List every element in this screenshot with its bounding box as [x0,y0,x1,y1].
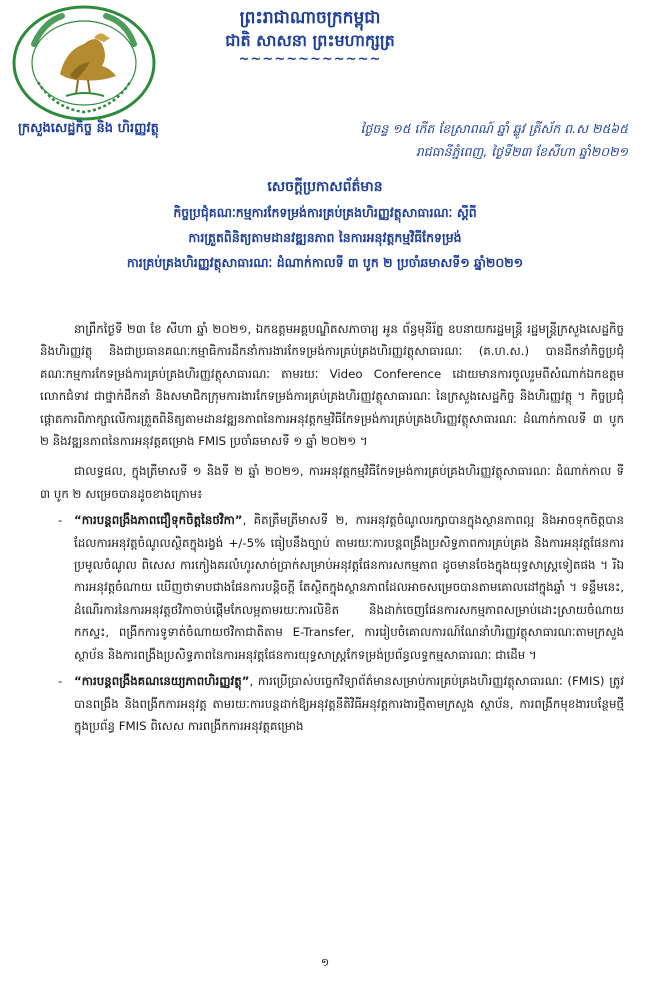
page-number: ១ [320,956,330,969]
national-motto: ជាតិ សាសនា ព្រះមហាក្សត្រ [225,31,395,50]
ornament-divider: ~~~~~~~~~~~~ [238,52,382,67]
bullet-title: “ការបន្តពង្រឹងភាពជឿទុកចិត្តនៃថវិកា” [74,513,243,528]
document-body [40,318,624,741]
solar-date: រាជធានីភ្នំពេញ, ថ្ងៃទី២៣ ខែសីហា ឆ្នាំ២០២១ [415,144,628,159]
paragraph-results: ជាលទ្ធផល, ក្នុងត្រីមាសទី ១ និងទី ២ ឆ្នាំ ២០២១, ការអនុវត្តកម្មវិធីកែទម្រង់ការគ្រប់គ្រងហិរញ្ញវត្ថុសាធារណៈ ដំណាក់កាល ទី ៣ បូក ២ សម្រេចបានដូចខាងក្រោម៖ [40,464,624,501]
subject-line-1: កិច្ចប្រជុំគណៈកម្មការកែទម្រង់ការគ្រប់គ្រងហិរញ្ញវត្ថុសាធារណៈ ស្ដីពី [173,205,477,220]
bullet-text: , ការប្រើប្រាស់បច្ចេកវិទ្យាព័ត៌មានសម្រាប់ការគ្រប់គ្រងហិរញ្ញវត្ថុសាធារណៈ (FMIS) ត្រូវបានពង្រឹង និងពង្រីកការអនុវត្ត តាមរយៈការបន្តដាក់ឱ្យអនុវត្តនីតិវិធីអនុវត្តការងារថ្មីតាមក្រសួង ស្ថាប័ន, ការពង្រីកមុខងារបន្ថែមថ្មីក្នុងប្រព័ន្ធ FMIS ពិសេស ការពង្រីកការអនុវត្តគម្រោង [74,674,624,733]
list-item [40,509,624,666]
bullet-title: “ការបន្តពង្រឹងគណនេយ្យភាពហិរញ្ញវត្ថុ” [74,674,250,689]
dash-bullet: - [58,674,63,689]
ministry-logo [10,4,158,122]
kingdom-name: ព្រះរាជាណាចក្រកម្ពុជា [239,8,381,28]
dash-bullet: - [58,513,63,528]
paragraph-intro: នាព្រឹកថ្ងៃទី ២៣ ខែ សីហា ឆ្នាំ ២០២១, ឯកឧត្តមអគ្គបណ្ឌិតសភាចារ្យ អូន ព័ន្ធមុនីរ័ត្ន ឧបនាយករដ្ឋមន្ត្រី រដ្ឋមន្ត្រីក្រសួងសេដ្ឋកិច្ច និងហិរញ្ញវត្ថុ និងជាប្រធានគណៈកម្មាធិការដឹកនាំការងារកែទម្រង់ការគ្រប់គ្រងហិរញ្ញវត្ថុសាធារណៈ (គ.ហ.ស.) បានដឹកនាំកិច្ចប្រជុំគណៈកម្មការកែទម្រង់ការគ្រប់គ្រងហិរញ្ញវត្ថុសាធារណៈ តាមរយៈ Video Conference ដោយមានការចូលរួមពីសំណាក់ឯកឧត្តម លោកជំទាវ ជាថ្នាក់ដឹកនាំ និងសមាជិកក្រុមការងារកែទម្រង់ការគ្រប់គ្រងហិរញ្ញវត្ថុសាធារណៈ នៃក្រសួងសេដ្ឋកិច្ច និងហិរញ្ញវត្ថុ ។ កិច្ចប្រជុំ ផ្ដោតការពិភាក្សាលើការត្រួតពិនិត្យតាមដានវឌ្ឍនភាពនៃការអនុវត្តកម្មវិធីកែទម្រង់ការគ្រប់គ្រងហិរញ្ញវត្ថុសាធារណៈ ដំណាក់កាលទី ៣ បូក ២ និងវឌ្ឍនភាពនៃការអនុវត្តគម្រោង FMIS ប្រចាំឆមាសទី ១ ឆ្នាំ ២០២១ ។ [40,322,624,449]
subject-line-2: ការត្រួតពិនិត្យតាមដានវឌ្ឍនភាព នៃការអនុវត្តកម្មវិធីកែទម្រង់ [188,230,462,245]
results-list [40,509,624,737]
document-title: សេចក្ដីប្រកាសព័ត៌មាន [267,179,383,195]
bullet-text: , គិតត្រឹមត្រីមាសទី ២, ការអនុវត្តចំណូលរក្សាបានក្នុងស្ថានភាពល្អ និងអាចទុកចិត្តបាន ដែលការអនុវត្តចំណូលស្ថិតក្នុងរង្វង់ +/-5% ធៀបនឹងច្បាប់ តាមរយៈការបន្តពង្រឹងប្រសិទ្ធភាពការគ្រប់គ្រង និងការអនុវត្តផែនការប្រមូលចំណូល ពិសេស ការកៀងគរលំហូរសាច់ប្រាក់សម្រាប់អនុវត្តផែនការសកម្មភាព ដូចមានចែងក្នុងយុទ្ធសាស្ត្រទៀតផង ។ រីឯការអនុវត្តចំណាយ ឃើញថាទាបជាងផែនការបន្តិចក្ដី តែស្ថិតក្នុងស្ថានភាពដែលអាចសម្រេចបានតាមគោលដៅក្នុងឆ្នាំ ។ ទន្ទឹមនេះ, ដំណើរការនៃការអនុវត្តថវិកាចាប់ផ្ដើមកែលម្អតាមរយៈការលិខិត និងដាក់ចេញផែនការសកម្មភាពសម្រាប់ដោះស្រាយចំណាយកកស្ទះ, ពង្រីកការទូទាត់ចំណាយថវិកាជាតិតាម E-Transfer, ការរៀបចំគោលការណ៍ណែនាំហិរញ្ញវត្ថុសាធារណៈតាមក្រសួង ស្ថាប័ន និងការពង្រឹងប្រសិទ្ធភាពនៃការអនុវត្តផែនការយុទ្ធសាស្ត្រកែទម្រង់ប្រព័ន្ធលទ្ធកម្មសាធារណៈ ជាដើម ។ [74,513,624,662]
subject-line-3: ការគ្រប់គ្រងហិរញ្ញវត្ថុសាធារណៈ ដំណាក់កាលទី ៣ បូក ២ ប្រចាំឆមាសទី១ ឆ្នាំ២០២១ [126,255,524,270]
lunar-date: ថ្ងៃចន្ទ ១៥ កើត ខែស្រាពណ៍ ឆ្នាំ ឆ្លូវ ត្រីស័ក ព.ស ២៥៦៥ [360,121,628,136]
list-item [40,670,624,737]
document-title-block [20,174,630,275]
kingdom-heading [170,6,450,68]
ministry-name: ក្រសួងសេដ្ឋកិច្ច និង ហិរញ្ញវត្ថុ [18,121,159,136]
